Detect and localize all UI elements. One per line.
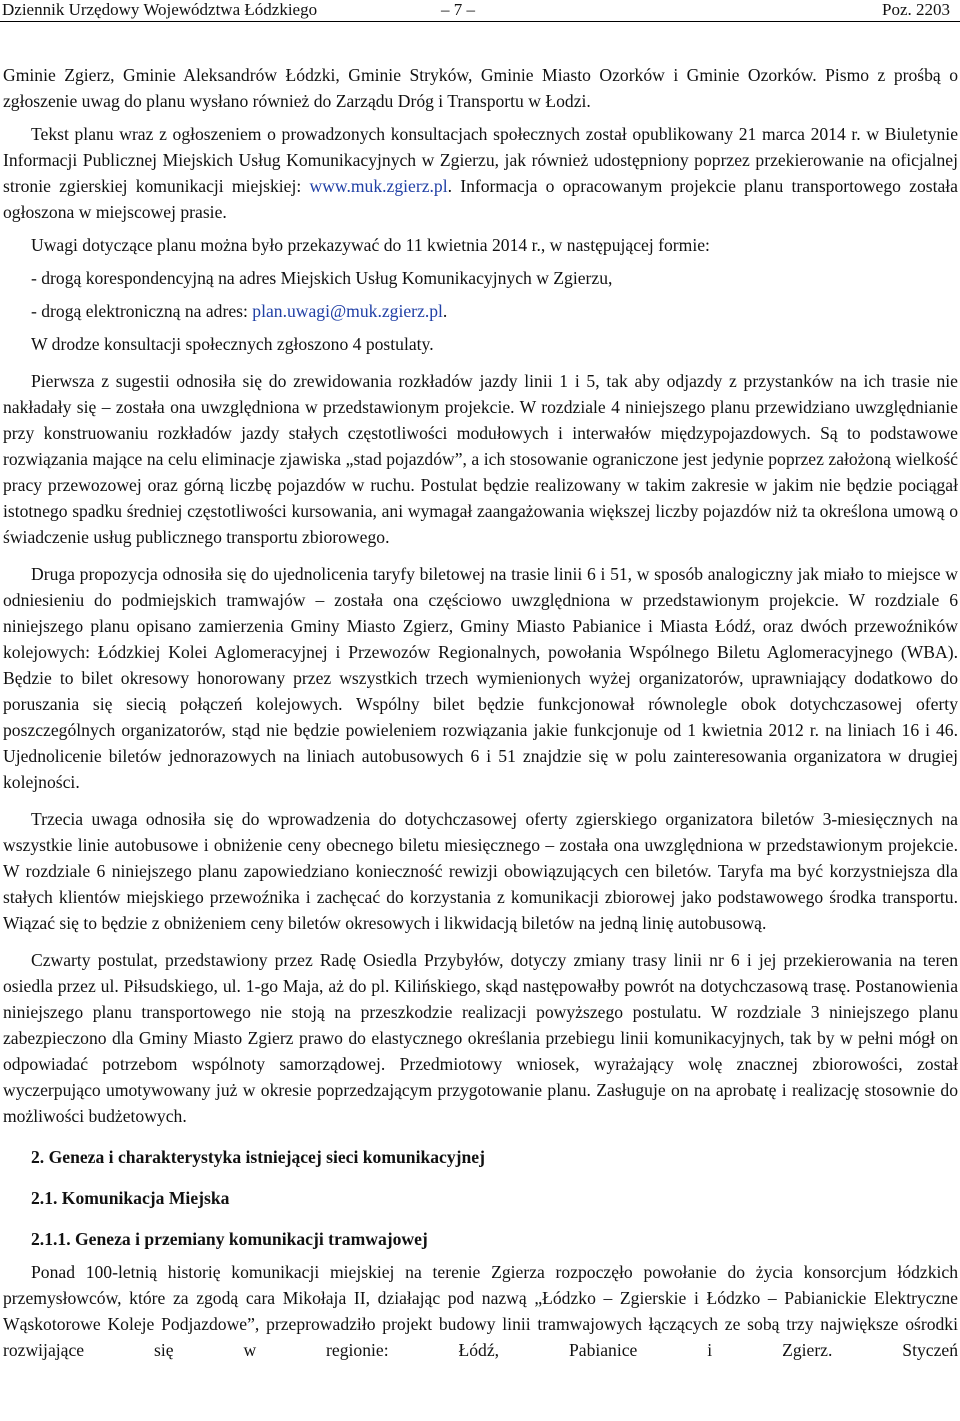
email-link[interactable]: plan.uwagi@muk.zgierz.pl [252, 301, 443, 321]
website-link[interactable]: www.muk.zgierz.pl [309, 176, 448, 196]
publication-text: Tekst planu wraz z ogłoszeniem o prowadzonych konsultacjach społecznych został opublikowany 21 marca 2014 r. w Biuletynie Informacji Publicznej Miejskich Usług Komunikacyjnych w Zgierzu, jak również udostępniony poprzez przekierowanie na oficjalnej stronie zgierskiej komunikacji miejskiej: [3, 124, 958, 196]
paragraph-tram-history: Ponad 100-letnią historię komunikacji miejskiej na terenie Zgierza rozpoczęło powołanie do życia konsorcjum łódzkich przemysłowców, które za zgodą cara Mikołaja II, działając pod nazwą „Łódzko – Zgierskie i Łódzko – Pabianickie Elektryczne Wąskotorowe Koleje Podjazdowe”, przeprowadziło projekt budowy linii tramwajowych łączących ze sobą trzy największe ośrodki rozwijające się w regionie: Łódź, Pabianice i Zgierz. Styczeń [3, 1262, 958, 1360]
position-number: Poz. 2203 [882, 0, 950, 19]
paragraph-publication [3, 121, 958, 225]
email-method-text: - drogą elektroniczną na adres: [31, 301, 253, 321]
paragraph-third-postulate: Trzecia uwaga odnosiła się do wprowadzenia do dotychczasowej oferty zgierskiego organizatora biletów 3-miesięcznych na wszystkie linie autobusowe i obniżenie ceny obecnego biletu miesięcznego – została ona uwzględniona w przedstawionym projekcie. W rozdziale 6 niniejszego planu zapowiedziano konieczność rewizji obowiązujących cen biletów. Taryfa ma być korzystniejsza dla stałych klientów miejskiego przewoźnika i zachęcać do korzystania z komunikacji zbiorowej jako podstawowego środka transportu. Wiązać się to będzie z obniżeniem ceny biletów okresowych i likwidacją biletów na jedną linię autobusową. [3, 809, 958, 933]
paragraph-submission-deadline: Uwagi dotyczące planu można było przekazywać do 11 kwietnia 2014 r., w następującej formie: [31, 235, 710, 255]
journal-title: Dziennik Urzędowy Województwa Łódzkiego [2, 0, 318, 19]
publication-text-end: . Informacja o opracowanym projekcie planu transportowego została ogłoszona w miejscowej prasie. [3, 176, 958, 222]
page-number: – 7 – [441, 0, 475, 19]
section-heading: 2. Geneza i charakterystyka istniejącej sieci komunikacyjnej [31, 1147, 485, 1167]
submission-method-mail: - drogą korespondencyjną na adres Miejskich Usług Komunikacyjnych w Zgierzu, [31, 268, 613, 288]
paragraph-second-postulate: Druga propozycja odnosiła się do ujednolicenia taryfy biletowej na trasie linii 6 i 51, w sposób analogiczny jak miało to miejsce w odniesieniu do podmiejskich tramwajów – została ona częściowo uwzględniona w przedstawionym projekcie. W rozdziale 6 niniejszego planu opisano zamierzenia Gminy Miasto Zgierz, Gminy Miasto Pabianice i Miasta Łódź, oraz dwóch przewoźników kolejowych: Łódzkiej Kolei Aglomeracyjnej i Przewozów Regionalnych, powołania Wspólnego Biletu Aglomeracyjnego (WBA). Będzie to bilet okresowy honorowany przez wszystkich trzech wymienionych wyżej organizatorów, uprawniający dodatkowo do poruszania się siecią połączeń kolejowych. Wspólny bilet będzie funkcjonował równolegle obok dotychczasowej oferty poszczególnych organizatorów, stąd nie będzie powieleniem rozwiązania jakie funkcjonuje od 1 kwietnia 2012 r. na liniach 16 i 46. Ujednolicenie biletów jednorazowych na liniach autobusowych 6 i 51 znajdzie się w polu zainteresowania organizatora w drugiej kolejności. [3, 564, 958, 792]
subsection-heading: 2.1. Komunikacja Miejska [31, 1188, 230, 1208]
paragraph-recipients: Gminie Zgierz, Gminie Aleksandrów Łódzki, Gminie Stryków, Gminie Miasto Ozorków i Gminie Ozorków. Pismo z prośbą o zgłoszenie uwag do planu wysłano również do Zarządu Dróg i Transportu w Łodzi. [3, 65, 958, 111]
subsubsection-heading: 2.1.1. Geneza i przemiany komunikacji tramwajowej [31, 1229, 428, 1249]
paragraph-fourth-postulate: Czwarty postulat, przedstawiony przez Radę Osiedla Przybyłów, dotyczy zmiany trasy linii nr 6 i jej przekierowania na teren osiedla przez ul. Piłsudskiego, ul. 1-go Maja, aż do pl. Kilińskiego, skąd następowałby powrót na dotychczasową trasę. Postanowienia niniejszego planu transportowego nie stoją na przeszkodzie realizacji powyższego postulatu. W rozdziale 3 niniejszego planu zabezpieczono dla Gminy Miasto Zgierz prawo do elastycznego określania przebiegu linii komunikacyjnych, tak by w pełni mógł on odpowiadać potrzebom wspólnoty samorządowej. Przedmiotowy wniosek, wyrażający wolę znacznej zbiorowości, został wyczerpująco umotywowany już w okresie poprzedzającym przygotowanie planu. Zasługuje on na aprobatę i realizację stosownie do możliwości budżetowych. [3, 950, 958, 1126]
email-method-end: . [442, 301, 448, 321]
paragraph-postulates-count: W drodze konsultacji społecznych zgłoszono 4 postulaty. [31, 334, 434, 354]
page-header [0, 0, 960, 22]
paragraph-first-postulate: Pierwsza z sugestii odnosiła się do zrewidowania rozkładów jazdy linii 1 i 5, tak aby odjazdy z przystanków na ich trasie nie nakładały się – została ona uwzględniona w przedstawionym projekcie. W rozdziale 4 niniejszego planu przewidziano uwzględnianie przy konstruowaniu rozkładów jazdy stałych częstotliwości modułowych i interwałów międzypojazdowych. Są to podstawowe rozwiązania mające na celu eliminacje zjawiska „stad pojazdów”, a ich stosowanie ograniczone jest jedynie poprzez założoną wielkość pracy przewozowej oraz górną liczbę pojazdów w ruchu. Postulat będzie realizowany w takim zakresie w jakim nie będzie pociągał istotnego spadku średniej częstotliwości kursowania, ani wymagał zaangażowania większej liczby pojazdów niż ta określona umową o świadczenie usług publicznego transportu zbiorowego. [3, 371, 958, 547]
document-body [3, 62, 958, 1363]
header-rule [0, 21, 960, 22]
submission-method-email [3, 298, 958, 324]
